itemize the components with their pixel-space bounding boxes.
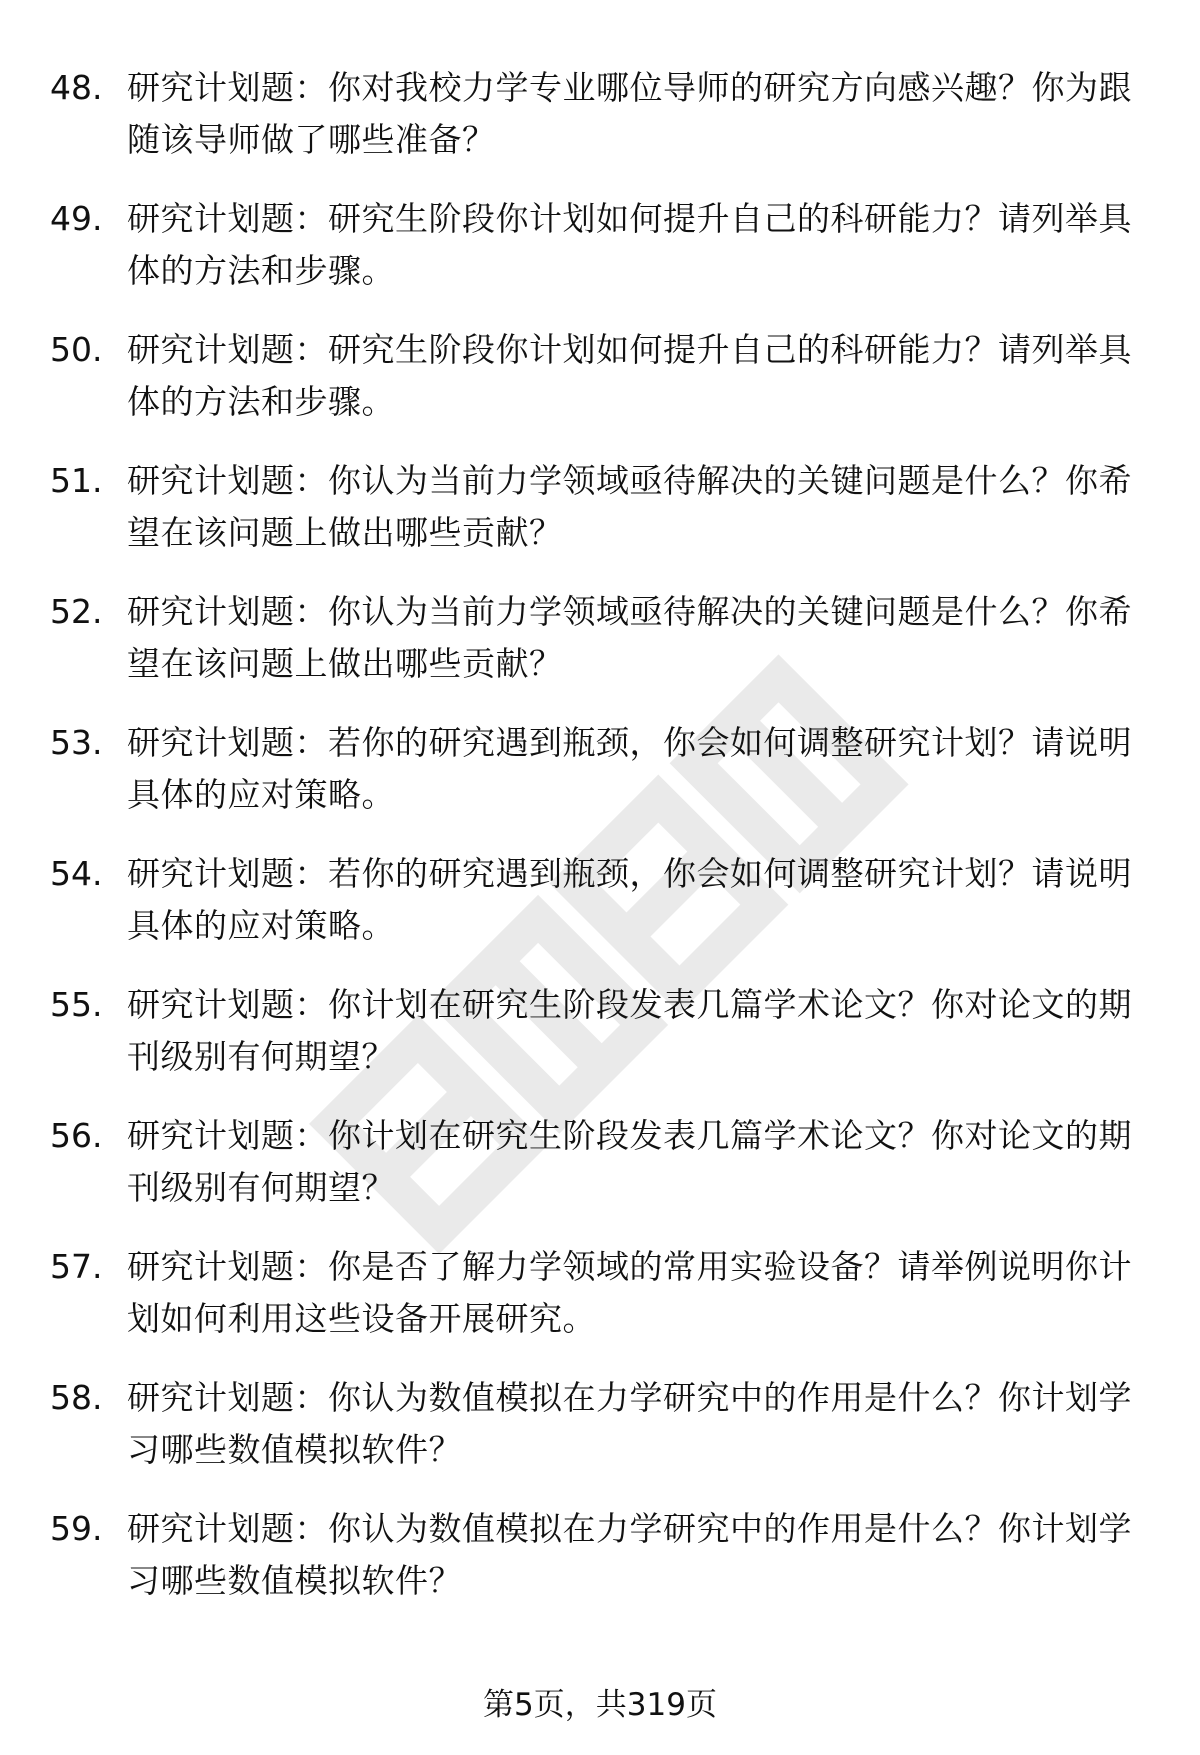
page-number-footer: 第5页，共319页 xyxy=(483,1687,717,1723)
question-text: 研究计划题：若你的研究遇到瓶颈，你会如何调整研究计划？请说明具体的应对策略。 xyxy=(127,854,1132,945)
question-number: 51. xyxy=(50,461,103,500)
question-text: 研究计划题：你认为数值模拟在力学研究中的作用是什么？你计划学习哪些数值模拟软件？ xyxy=(127,1509,1132,1600)
question-text: 研究计划题：研究生阶段你计划如何提升自己的科研能力？请列举具体的方法和步骤。 xyxy=(127,199,1132,290)
question-number: 57. xyxy=(50,1247,103,1286)
question-text: 研究计划题：你认为当前力学领域亟待解决的关键问题是什么？你希望在该问题上做出哪些贡献？ xyxy=(127,461,1132,552)
question-item xyxy=(0,1372,1200,1503)
question-number: 56. xyxy=(50,1116,103,1155)
question-number: 53. xyxy=(50,723,103,762)
question-text: 研究计划题：你计划在研究生阶段发表几篇学术论文？你对论文的期刊级别有何期望？ xyxy=(127,1116,1132,1207)
question-item xyxy=(0,193,1200,324)
question-number: 59. xyxy=(50,1509,103,1548)
question-list xyxy=(0,62,1200,1634)
question-item xyxy=(0,324,1200,455)
question-number: 54. xyxy=(50,854,103,893)
question-number: 52. xyxy=(50,592,103,631)
question-number: 48. xyxy=(50,68,103,107)
question-text: 研究计划题：你认为数值模拟在力学研究中的作用是什么？你计划学习哪些数值模拟软件？ xyxy=(127,1378,1132,1469)
question-item xyxy=(0,979,1200,1110)
question-number: 55. xyxy=(50,985,103,1024)
question-number: 58. xyxy=(50,1378,103,1417)
question-text: 研究计划题：你计划在研究生阶段发表几篇学术论文？你对论文的期刊级别有何期望？ xyxy=(127,985,1132,1076)
question-text: 研究计划题：研究生阶段你计划如何提升自己的科研能力？请列举具体的方法和步骤。 xyxy=(127,330,1132,421)
question-item xyxy=(0,1503,1200,1634)
question-text: 研究计划题：若你的研究遇到瓶颈，你会如何调整研究计划？请说明具体的应对策略。 xyxy=(127,723,1132,814)
question-text: 研究计划题：你是否了解力学领域的常用实验设备？请举例说明你计划如何利用这些设备开展研究。 xyxy=(127,1247,1132,1338)
question-number: 49. xyxy=(50,199,103,238)
question-item xyxy=(0,62,1200,193)
question-text: 研究计划题：你认为当前力学领域亟待解决的关键问题是什么？你希望在该问题上做出哪些贡献？ xyxy=(127,592,1132,683)
question-item xyxy=(0,717,1200,848)
question-item xyxy=(0,848,1200,979)
question-item xyxy=(0,586,1200,717)
question-text: 研究计划题：你对我校力学专业哪位导师的研究方向感兴趣？你为跟随该导师做了哪些准备？ xyxy=(127,68,1132,159)
question-item xyxy=(0,455,1200,586)
question-item xyxy=(0,1110,1200,1241)
question-item xyxy=(0,1241,1200,1372)
question-number: 50. xyxy=(50,330,103,369)
